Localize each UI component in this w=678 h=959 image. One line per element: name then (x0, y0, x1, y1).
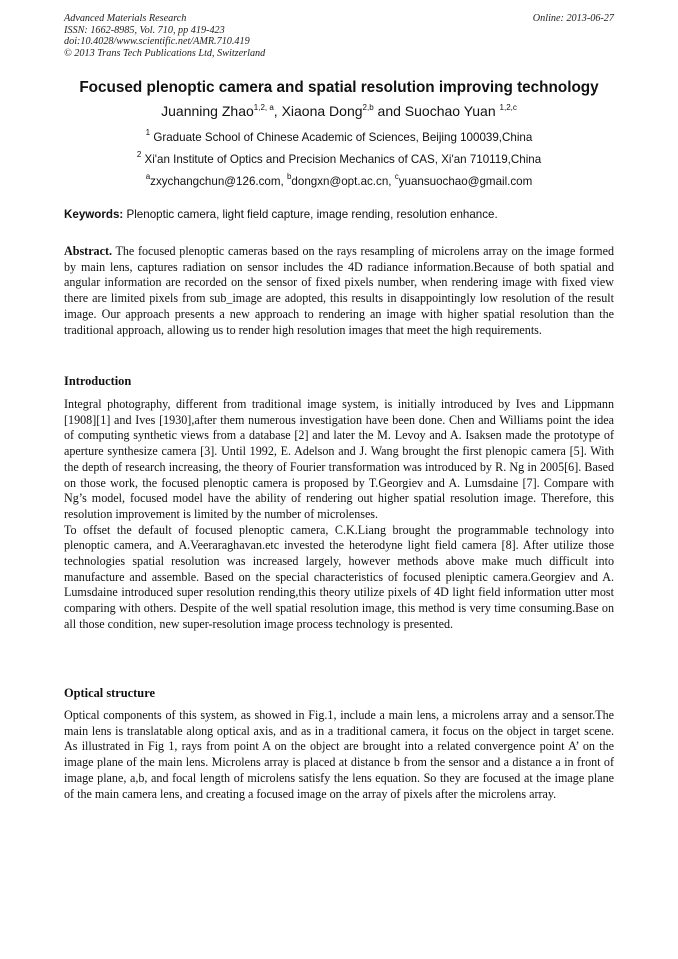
keywords-label: Keywords: (64, 208, 124, 221)
email-mark: a (145, 172, 151, 181)
paper-title: Focused plenoptic camera and spatial resolution improving technology (79, 79, 599, 96)
author-name: Juanning Zhao (161, 103, 254, 119)
affiliation-text: Graduate School of Chinese Academic of Sciences, Beijing 100039,China (150, 131, 533, 144)
email-mark: c (394, 172, 399, 181)
doi-line: doi:10.4028/www.scientific.net/AMR.710.419 (64, 36, 250, 47)
journal-name: Advanced Materials Research (64, 13, 187, 24)
email-address: yuansuochao@gmail.com (398, 175, 533, 188)
paragraph: To offset the default of focused plenoptic camera, C.K.Liang brought the programmable technology into plenoptic camera, and A.Veeraraghavan.etc invested the heterodyne light field camera [8]. After utilize those technologies spatial resolution was increased largely, however methods above make much difficult into manufacture and assemble. Based on the special characteristics of focused pleniptic camera.Georgiev and A. Lumsdaine introduced super resolution rending,this theory utilize pixels of 4D light field information utter most comparing with others. Despite of the well spatial resolution image, this method is very time consuming.Base on all those condition, new super-resolution image process technology is presented. (64, 522, 614, 631)
optical-structure-heading: Optical structure (64, 686, 155, 700)
running-header (64, 13, 614, 59)
email-mark: b (286, 172, 292, 181)
author-list (0, 102, 678, 120)
introduction-body (64, 397, 614, 633)
keywords-text: Plenoptic camera, light field capture, image rending, resolution enhance. (123, 208, 498, 221)
affiliation-mark: 2 (136, 150, 142, 159)
email-address: dongxn@opt.ac.cn, (291, 175, 395, 188)
abstract-text: The focused plenoptic cameras based on the rays resampling of microlens array on the image formed by main lens, captures radiation on sensor includes the 4D radiance information.Because of both spatial and angular information are recorded on the sensor of fixed pixels number, when rendering image with fixed view there are limited pixels from sub_image are adopted, this results in disappointingly low resolution of the result image. Our approach presents a new approach to rendering an image with higher spatial resolution than the traditional approach, allowing us to render high resolution images that meet the high requirements. (64, 244, 614, 337)
introduction-heading: Introduction (64, 374, 132, 388)
copyright-line: © 2013 Trans Tech Publications Ltd, Switzerland (64, 47, 266, 59)
optical-structure-body (64, 708, 614, 802)
author-name: and Suochao Yuan (373, 103, 500, 119)
author-name: , Xiaona Dong (273, 103, 363, 119)
affiliation-text: Xi'an Institute of Optics and Precision Mechanics of CAS, Xi'an 710119,China (141, 153, 542, 166)
paragraph: Optical components of this system, as showed in Fig.1, include a main lens, a microlens array and a sensor.The main lens is translatable along optical axis, and as in a traditional camera, it focus on the object in target scene. As illustrated in Fig 1, rays from point A on the object are brought into a related convergence point A’ on the image plane of the main lens. Microlens array is placed at distance b from the sensor and a distance a in front of image plane, a,b, and focal length of microlens satisfy the lens equation. So they are focused at the image plane of the main camera lens, and creating a focused image on the array of pixels after the microlens array. (64, 708, 614, 801)
paragraph: Integral photography, different from traditional image system, is initially introduced by Ives and Lippmann [1908][1] and Ives [1930],after them numerous investigation have been done. Chen and Williams point the idea of computing synthetic views from a database [2] and later the M. Levoy and A. Isaksen made the prototype of aperture synthesize camera [3]. Until 1992, E. Adelson and J. Wang brought the first plenopic camera [5]. With the depth of research increasing, the theory of Fourier transformation was introduced by R. Ng in 2005[6]. Based on those work, the focused plenoptic camera is proposed by T.Georgiev and A. Lumsdaine [7]. Compare with Ng’s model, focused model have the ability of rendering out higher spatial resolution image. Therefore, this resolution improvement is limited by the number of microlenses. (64, 397, 614, 521)
email-address: zxychangchun@126.com, (150, 175, 287, 188)
issn-line: ISSN: 1662-8985, Vol. 710, pp 419-423 (64, 24, 225, 36)
affiliation-2 (0, 150, 678, 167)
abstract-label: Abstract. (64, 244, 113, 258)
author-affiliation-mark: 1,2,c (499, 103, 517, 112)
affiliation-1 (0, 128, 678, 145)
online-date: Online: 2013-06-27 (532, 13, 614, 24)
affiliation-mark: 1 (145, 128, 151, 137)
abstract-paragraph (64, 244, 614, 338)
keywords-line (64, 208, 614, 222)
author-affiliation-mark: 1,2, a (253, 103, 274, 112)
author-affiliation-mark: 2,b (362, 103, 374, 112)
author-emails (0, 172, 678, 189)
